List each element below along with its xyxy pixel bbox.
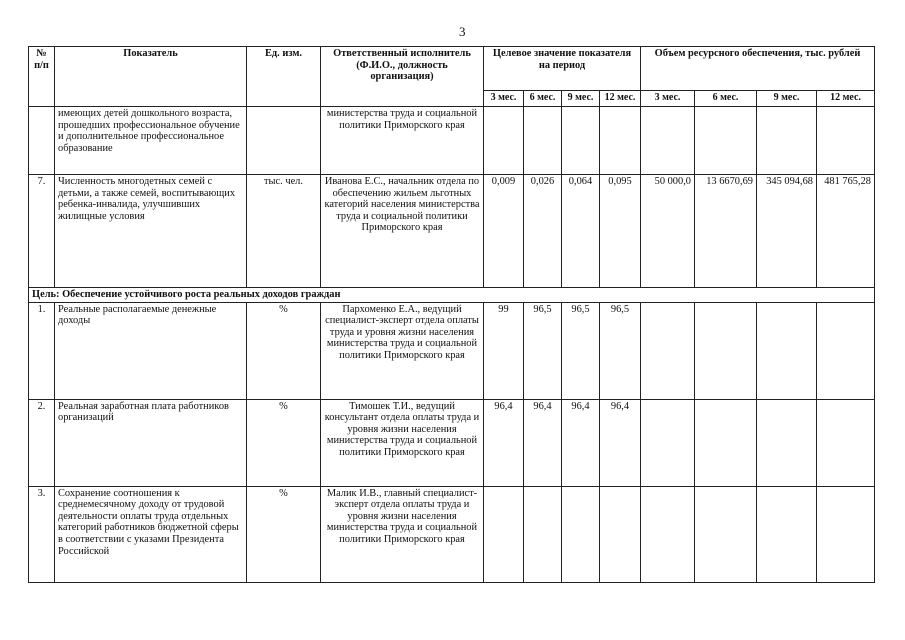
target-value — [484, 486, 524, 582]
row-responsible: Пархоменко Е.А., ведущий специалист-эксперт отдела оплаты труда и уровня жизни населения министерства труда и социальной политики Приморского края — [321, 302, 484, 399]
target-value: 96,4 — [484, 399, 524, 486]
target-value — [562, 107, 600, 175]
table-row — [29, 486, 875, 582]
row-indicator: Реальная заработная плата работников организаций — [55, 399, 247, 486]
target-value: 96,4 — [600, 399, 641, 486]
header-target: Целевое значение показателя на период — [484, 47, 641, 91]
row-num: 2. — [29, 399, 55, 486]
resource-value — [817, 486, 875, 582]
row-unit — [247, 107, 321, 175]
resource-value — [757, 107, 817, 175]
row-num — [29, 107, 55, 175]
header-responsible: Ответственный исполнитель (Ф.И.О., должность организация) — [321, 47, 484, 107]
table-row — [29, 175, 875, 288]
target-value — [562, 486, 600, 582]
target-value: 96,4 — [562, 399, 600, 486]
row-unit: % — [247, 302, 321, 399]
row-responsible: Тимошек Т.И., ведущий консультант отдела оплаты труда и уровня жизни населения министерства труда и социальной политики Приморского края — [321, 399, 484, 486]
resource-period-3: 3 мес. — [641, 91, 695, 107]
target-period-12: 12 мес. — [600, 91, 641, 107]
row-unit: % — [247, 486, 321, 582]
target-value: 96,4 — [524, 399, 562, 486]
row-indicator: Реальные располагаемые денежные доходы — [55, 302, 247, 399]
header-indicator: Показатель — [55, 47, 247, 107]
target-period-3: 3 мес. — [484, 91, 524, 107]
target-value: 0,095 — [600, 175, 641, 288]
row-responsible: министерства труда и социальной политики Приморского края — [321, 107, 484, 175]
resource-value: 345 094,68 — [757, 175, 817, 288]
target-value: 99 — [484, 302, 524, 399]
resource-value: 50 000,0 — [641, 175, 695, 288]
header-unit: Ед. изм. — [247, 47, 321, 107]
resource-value — [641, 302, 695, 399]
resource-period-12: 12 мес. — [817, 91, 875, 107]
goal-title: Цель: Обеспечение устойчивого роста реальных доходов граждан — [29, 288, 875, 303]
resource-value — [757, 399, 817, 486]
row-indicator: Сохранение соотношения к среднемесячному доходу от трудовой деятельности оплаты труда отдельных категорий работников бюджетной сферы в соответствии с указами Президента Российской — [55, 486, 247, 582]
target-value — [484, 107, 524, 175]
row-num: 1. — [29, 302, 55, 399]
resource-value — [757, 486, 817, 582]
row-indicator: Численность многодетных семей с детьми, а также семей, воспитывающих ребенка-инвалида, улучшивших жилищные условия — [55, 175, 247, 288]
target-value: 0,064 — [562, 175, 600, 288]
table-row — [29, 399, 875, 486]
resource-value: 481 765,28 — [817, 175, 875, 288]
resource-period-9: 9 мес. — [757, 91, 817, 107]
row-num: 7. — [29, 175, 55, 288]
row-unit: % — [247, 399, 321, 486]
row-unit: тыс. чел. — [247, 175, 321, 288]
target-value — [600, 486, 641, 582]
resource-value — [695, 302, 757, 399]
resource-value — [695, 486, 757, 582]
resource-value — [641, 107, 695, 175]
row-indicator: имеющих детей дошкольного возраста, прошедших профессиональное обучение и дополнительное профессиональное образование — [55, 107, 247, 175]
resource-value — [695, 107, 757, 175]
goal-row — [29, 288, 875, 303]
resource-value — [817, 399, 875, 486]
target-period-6: 6 мес. — [524, 91, 562, 107]
target-value: 96,5 — [600, 302, 641, 399]
resource-value — [641, 486, 695, 582]
target-value — [524, 486, 562, 582]
resource-value — [817, 107, 875, 175]
resource-value: 13 6670,69 — [695, 175, 757, 288]
row-responsible: Малик И.В., главный специалист-эксперт отдела оплаты труда и уровня жизни населения министерства труда и социальной политики Приморского края — [321, 486, 484, 582]
resource-value — [757, 302, 817, 399]
page-number: 3 — [459, 24, 466, 39]
indicators-table — [28, 46, 875, 583]
table-row — [29, 107, 875, 175]
target-value — [524, 107, 562, 175]
target-value: 96,5 — [524, 302, 562, 399]
header-resources: Объем ресурсного обеспечения, тыс. рублей — [641, 47, 875, 91]
target-value: 0,026 — [524, 175, 562, 288]
table-row — [29, 302, 875, 399]
header-num: № п/п — [29, 47, 55, 107]
target-period-9: 9 мес. — [562, 91, 600, 107]
target-value: 96,5 — [562, 302, 600, 399]
resource-period-6: 6 мес. — [695, 91, 757, 107]
target-value — [600, 107, 641, 175]
resource-value — [817, 302, 875, 399]
target-value: 0,009 — [484, 175, 524, 288]
row-num: 3. — [29, 486, 55, 582]
resource-value — [695, 399, 757, 486]
row-responsible: Иванова Е.С., начальник отдела по обеспечению жильем льготных категорий населения министерства труда и социальной политики Приморского края — [321, 175, 484, 288]
resource-value — [641, 399, 695, 486]
